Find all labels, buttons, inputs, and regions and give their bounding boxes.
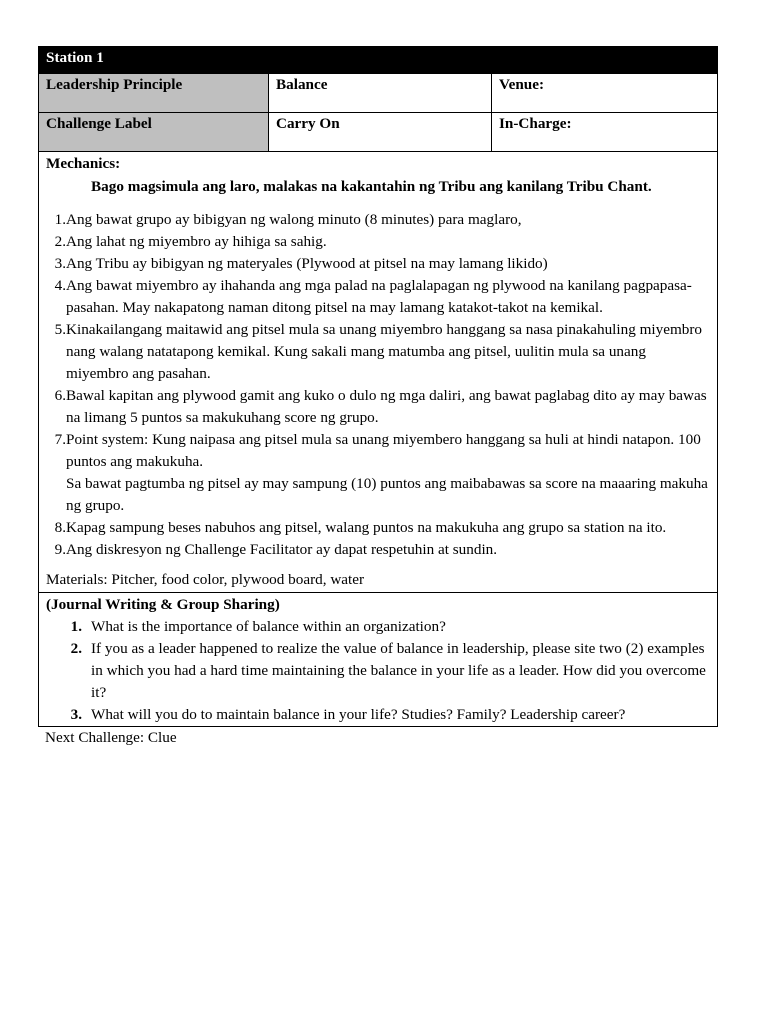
mechanics-step-number: 8. — [54, 519, 66, 536]
station-header-row — [39, 47, 718, 74]
station-title: Station 1 — [39, 47, 718, 74]
principle-row — [39, 74, 718, 113]
mechanics-step — [46, 539, 710, 561]
mechanics-step-text: Bawal kapitan ang plywood gamit ang kuko o dulo ng mga daliri, ang bawat paglabag dito ay may bawas na limang 5 puntos sa makukuhang score ng grupo. — [66, 387, 707, 426]
mechanics-step — [46, 319, 710, 385]
journal-row — [39, 593, 718, 727]
mechanics-step-text-block — [66, 319, 710, 385]
mechanics-step-text-block — [66, 275, 710, 319]
mechanics-step-text-block — [66, 517, 710, 539]
mechanics-step — [46, 231, 710, 253]
mechanics-step — [46, 385, 710, 429]
mechanics-step-text: Ang Tribu ay bibigyan ng materyales (Plywood at pitsel na may lamang likido) — [66, 255, 548, 272]
mechanics-step-text: Kapag sampung beses nabuhos ang pitsel, walang puntos na makukuha ang grupo sa station na ito. — [66, 519, 667, 536]
mechanics-step-text: Ang lahat ng miyembro ay hihiga sa sahig. — [66, 233, 327, 250]
principle-label: Leadership Principle — [39, 74, 269, 113]
mechanics-step-number: 5. — [54, 321, 66, 338]
mechanics-step-text-block — [66, 209, 710, 231]
mechanics-step-text: Ang diskresyon ng Challenge Facilitator ay dapat respetuhin at sundin. — [66, 541, 498, 558]
journal-question — [46, 616, 710, 638]
journal-question-number: 3. — [70, 706, 82, 723]
mechanics-step-number: 9. — [54, 541, 66, 558]
mechanics-heading: Mechanics: — [46, 155, 121, 172]
journal-question-text-block — [82, 704, 710, 726]
venue-label: Venue: — [492, 74, 718, 113]
journal-question-text-block — [82, 616, 710, 638]
journal-question-text-block — [82, 638, 710, 704]
journal-question — [46, 704, 710, 726]
journal-question-text: What is the importance of balance within an organization? — [91, 618, 446, 635]
mechanics-step — [46, 517, 710, 539]
challenge-row — [39, 113, 718, 152]
mechanics-step-text: Ang bawat grupo ay bibigyan ng walong minuto (8 minutes) para maglaro, — [66, 211, 522, 228]
journal-questions-list — [46, 616, 710, 726]
challenge-label: Challenge Label — [39, 113, 269, 152]
mechanics-step-number: 6. — [54, 387, 66, 404]
mechanics-step-text-block — [66, 385, 710, 429]
journal-heading: (Journal Writing & Group Sharing) — [46, 596, 280, 613]
mechanics-step — [46, 275, 710, 319]
journal-question-number: 2. — [70, 640, 82, 657]
challenge-value: Carry On — [269, 113, 492, 152]
journal-question-text: What will you do to maintain balance in your life? Studies? Family? Leadership career? — [91, 706, 626, 723]
mechanics-step-text-block — [66, 539, 710, 561]
mechanics-step — [46, 253, 710, 275]
mechanics-step-text: Ang bawat miyembro ay ihahanda ang mga palad na paglalapagan ng plywood na kanilang pagpapasa-pasahan. May nakapatong naman ditong pitsel na may lamang katakot-takot na kemikal. — [66, 277, 692, 316]
mechanics-step-number: 4. — [54, 277, 66, 294]
mechanics-step-extra-text: Sa bawat pagtumba ng pitsel ay may sampung (10) puntos ang maibabawas sa score na maaaring makuha ng grupo. — [66, 475, 708, 514]
mechanics-step-text: Kinakailangang maitawid ang pitsel mula sa unang miyembro hanggang sa nasa pinakahuling miyembro nang walang natatapong kemikal. Kung sakali mang matumba ang pitsel, uulitin mula sa unang miyembro ang pasahan. — [66, 321, 703, 382]
incharge-label: In-Charge: — [492, 113, 718, 152]
chant-instruction: Bago magsimula ang laro, malakas na kakantahin ng Tribu ang kanilang Tribu Chant. — [91, 178, 652, 195]
principle-value: Balance — [269, 74, 492, 113]
mechanics-cell — [39, 152, 718, 593]
station-document — [38, 46, 717, 749]
mechanics-step — [46, 429, 710, 517]
mechanics-step-text-block — [66, 231, 710, 253]
materials-line: Materials: Pitcher, food color, plywood board, water — [46, 571, 365, 588]
mechanics-steps-list — [46, 209, 710, 561]
mechanics-step-number: 2. — [54, 233, 66, 250]
next-challenge: Next Challenge: Clue — [45, 729, 177, 746]
mechanics-step — [46, 209, 710, 231]
mechanics-step-text: Point system: Kung naipasa ang pitsel mula sa unang miyembero hanggang sa huli at hindi natapon. 100 puntos ang makukuha. — [66, 431, 701, 470]
journal-question-number: 1. — [70, 618, 82, 635]
mechanics-row — [39, 152, 718, 593]
mechanics-step-text-block — [66, 253, 710, 275]
mechanics-step-number: 7. — [54, 431, 66, 448]
journal-question-text: If you as a leader happened to realize the value of balance in leadership, please site two (2) examples in which you had a hard time maintaining the balance in your life as a leader. How did you overcome it? — [91, 640, 706, 701]
station-table — [38, 46, 718, 727]
mechanics-step-number: 3. — [54, 255, 66, 272]
journal-question — [46, 638, 710, 704]
mechanics-step-number: 1. — [54, 211, 66, 228]
mechanics-step-text-block — [66, 429, 710, 517]
journal-cell — [39, 593, 718, 727]
